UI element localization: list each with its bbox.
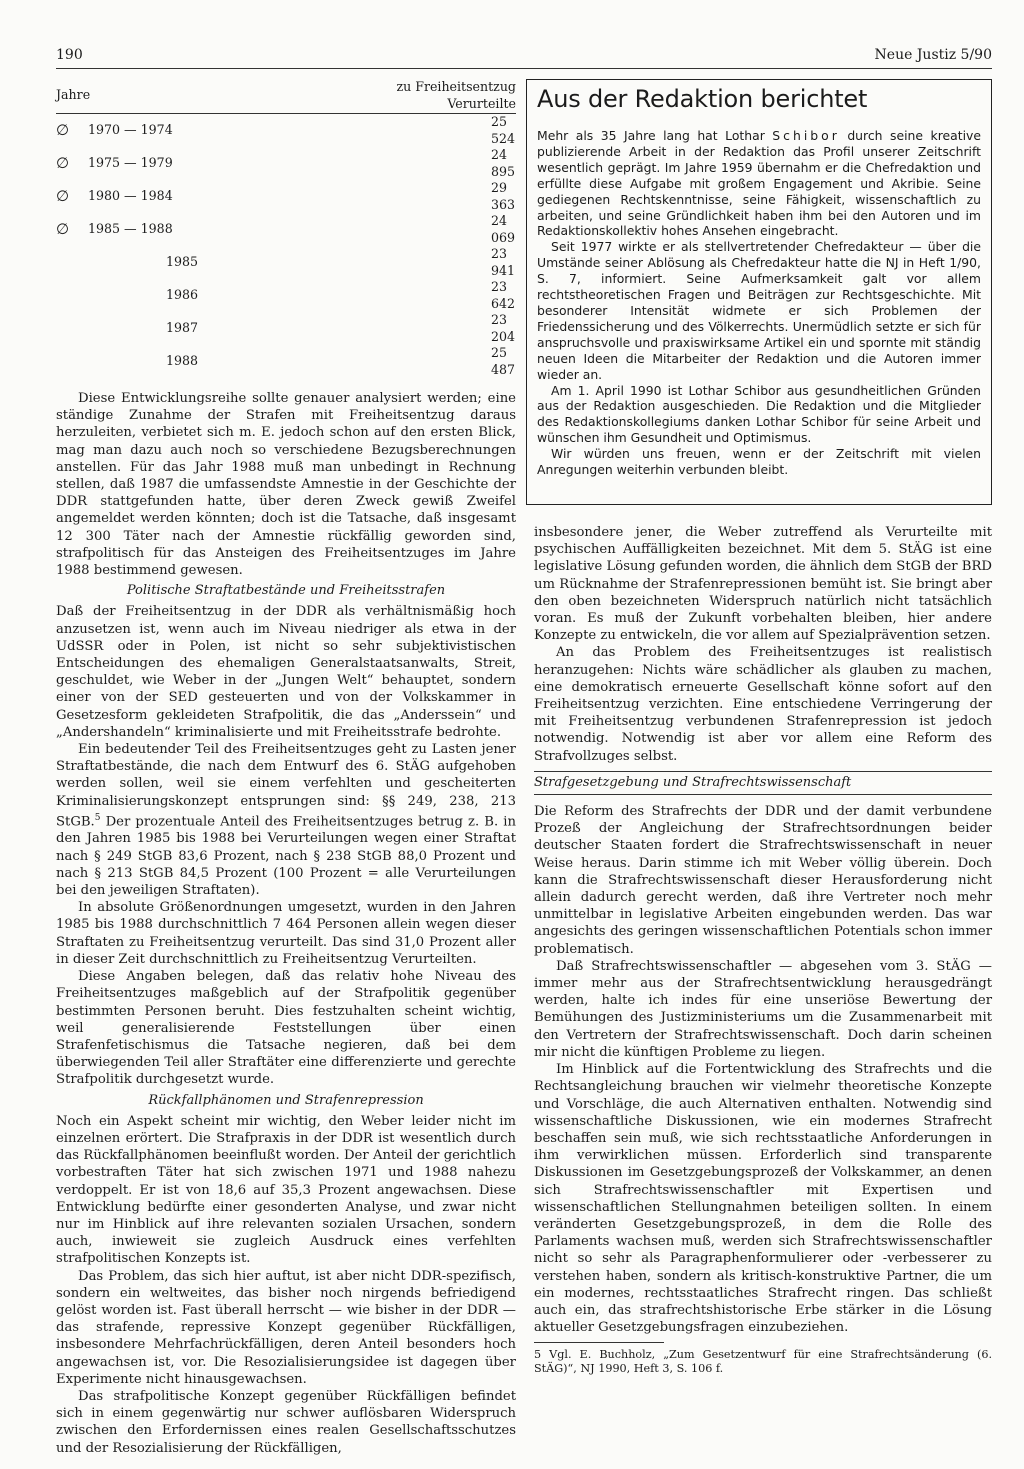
paragraph: Am 1. April 1990 ist Lothar Schibor aus gesundheitlichen Gründen aus der Redaktion ausgeschieden. Die Redaktion und die Mitglieder des Redaktionskollegiums danken Lothar Schibor für seine Arbeit und wünschen ihm Gesundheit und Optimismus. [537, 382, 981, 446]
paragraph-text: Mehr als 35 Jahre lang hat Lothar [537, 128, 773, 143]
table-row [56, 246, 516, 279]
box-body [537, 128, 981, 478]
paragraph: Noch ein Aspekt scheint mir wichtig, den Weber leider nicht im einzelnen erörtert. Die Strafpraxis in der DDR ist wesentlich durch das Rückfallphänomen beeinflußt worden. Der Anteil der gerichtlich vorbestraften Täter hat sich zwischen 1971 und 1988 nahezu verdoppelt. Er ist von 18,6 auf 35,3 Prozent angewachsen. Diese Entwicklung bedürfte einer gesonderten Analyse, und zwar nicht nur im Hinblick auf ihre relevanten sozialen Ursachen, sondern auch, inwieweit sie zugleich Ausdruck eines verfehlten strafpolitischen Konzepts ist. [56, 1113, 516, 1267]
col-header-years: Jahre [56, 79, 346, 114]
header-rule [56, 68, 992, 69]
table-row [56, 114, 516, 148]
running-header [56, 47, 992, 69]
journal-issue: Neue Justiz 5/90 [874, 47, 992, 63]
average-symbol: ∅ [56, 220, 70, 239]
paragraph: Daß Strafrechtswissenschaftler — abgesehen vom 3. StÄG — immer mehr aus der Strafrechtsentwicklung herausgedrängt werden, halte ich indes für eine unseriöse Bewertung der Bemühungen des Justizministeriums um die Zusammenarbeit mit den Vertretern der Strafrechtswissenschaft. Doch darin scheinen mir nicht die künftigen Probleme zu liegen. [534, 958, 992, 1060]
table-header-row [56, 79, 516, 114]
average-symbol [56, 246, 78, 279]
value-cell: 25 487 [491, 345, 516, 377]
spaced-name: Schibor [772, 128, 840, 143]
footnote-rule [534, 1342, 664, 1343]
year-cell: 1970 — 1974 [88, 122, 173, 138]
year-cell: 1980 — 1984 [88, 188, 173, 204]
section-heading: Rückfallphänomen und Strafenrepression [148, 1092, 424, 1108]
paragraph: Das Problem, das sich hier auftut, ist aber nicht DDR-spezifisch, sondern ein weltweites, das bisher noch nirgends befriedigend gelöst worden ist. Fast überall herrscht — wie bisher in der DDR — das strafende, repressive Konzept gegenüber Rückfälligen, insbesondere Mehrfachrückfälligen, deren Anteil besonders hoch angewachsen ist, vor. Die Resozialisierungsidee ist dagegen über Experimente nicht hinausgewachsen. [56, 1268, 516, 1387]
paragraph: Das strafpolitische Konzept gegenüber Rückfälligen befindet sich in einem gegenwärtig nur schwer auflösbaren Widerspruch zwischen den Erfordernissen eines realen Gesellschaftsschutzes und der Resozialisierung der Rückfälligen, [56, 1388, 516, 1456]
paragraph: insbesondere jener, die Weber zutreffend als Verurteilte mit psychischen Auffälligkeiten bezeichnet. Mit dem 5. StÄG ist eine legislative Lösung gefunden worden, die ähnlich dem StGB der BRD um Rücknahme der Strafenrepressionen bemüht ist. Sie bringt aber den oben bezeichneten Widerspruch natürlich nicht tatsächlich voran. Es muß der Zukunft vorbehalten bleiben, hier andere Konzepte zu entwickeln, die vor allem auf Spezialprävention setzen. [534, 525, 992, 644]
average-symbol: ∅ [56, 187, 70, 206]
page-number: 190 [56, 47, 83, 63]
average-symbol: ∅ [56, 154, 70, 173]
year-cell: 1988 [166, 353, 199, 369]
col-header-convicted: zu Freiheitsentzug Verurteilte [346, 79, 516, 114]
value-cell: 23 642 [491, 279, 516, 311]
table-row [56, 180, 516, 213]
table-row [56, 312, 516, 345]
editorial-notice-box [526, 79, 992, 505]
year-cell: 1985 [166, 254, 199, 270]
table-row [56, 345, 516, 378]
paragraph: Im Hinblick auf die Fortentwicklung des Strafrechts und die Rechtsangleichung brauchen wir vielmehr theoretische Konzepte und Vorschläge, die auch Alternativen enthalten. Notwendig sind wissenschaftliche Diskussionen, wie ein modernes Strafrecht beschaffen sein muß, wie sich rechtsstaatliche Anforderungen in ihm verwirklichen müssen. Erforderlich sind transparente Diskussionen im Gesetzgebungsprozeß der Volkskammer, an denen sich Strafrechtswissenschaftler mit Expertisen und wissenschaftlichen Stellungnahmen beteiligen sollten. In einem veränderten Gesetzgebungsprozeß, in dem die Rolle des Parlaments wachsen muß, werden sich Strafrechtswissenschaftler nicht so sehr als Paragraphenformulierer oder -verbesserer zu verstehen haben, sondern als kritisch-konstruktive Partner, die um ein modernes, rechtsstaatliches Strafrecht ringen. Das schließt auch ein, das strafrechtshistorische Erbe stärker in die Lösung aktueller Gesetzgebungsfragen einzubeziehen. [534, 1062, 992, 1336]
paragraph [56, 741, 516, 899]
paragraph: Diese Entwicklungsreihe sollte genauer analysiert werden; eine ständige Zunahme der Strafen mit Freiheitsentzug daraus herzuleiten, verbietet sich m. E. jedoch schon auf den ersten Blick, mag man dazu auch noch so verschiedene Bezugsberechnungen anstellen. Für das Jahr 1988 muß man unbedingt in Rechnung stellen, daß 1987 die umfassendste Amnestie in der Geschichte der DDR stattgefunden hatte, über deren Zweck gewiß Zweifel angemeldet werden könnten; doch ist die Tatsache, daß insgesamt 12 300 Täter nach der Amnestie rückfällig geworden sind, strafpolitisch für das Ansteigen des Freiheitsentzuges im Jahre 1988 bestimmend gewesen. [56, 391, 516, 579]
value-cell: 24 069 [491, 213, 516, 245]
table-row [56, 279, 516, 312]
paragraph-text: durch seine kreative publizierende Arbeit in der Redaktion das Profil unserer Zeitschrift wesentlich geprägt. Im Jahre 1959 übernahm er die Chefredaktion und erfüllte diese Aufgabe mit großem Engagement und Akribie. Seine gediegenen Rechtskenntnisse, seine Fähigkeit, wissenschaftlich zu arbeiten, und seine Gründlichkeit haben ihm bei den Autoren und im Redaktionskollektiv hohes Ansehen eingebracht. [537, 128, 981, 239]
section-heading: Strafgesetzgebung und Strafrechtswissenschaft [534, 771, 992, 795]
paragraph: Seit 1977 wirkte er als stellvertretender Chefredakteur — über die Umstände seiner Ablösung als Chefredakteur hatte die NJ in Heft 1/90, S. 7, informiert. Seine Aufmerksamkeit galt vor allem rechtstheoretischen Fragen und Beiträgen zur Rechtsgeschichte. Mit besonderer Intensität widmete er sich Problemen der Friedenssicherung und des Völkerrechts. Unermüdlich setzte er sich für anspruchsvolle und praxiswirksame Artikel ein und spornte mit ständig neuen Ideen die Mitarbeiter der Redaktion und die Autoren immer wieder an. [537, 239, 981, 382]
paragraph: Wir würden uns freuen, wenn er der Zeitschrift mit vielen Anregungen weiterhin verbunden bleibt. [537, 446, 981, 478]
paragraph-text: Der prozentuale Anteil des Freiheitsentzuges betrug z. B. in den Jahren 1985 bis 1988 bei Verurteilungen wegen einer Straftat nach § 249 StGB 83,6 Prozent, nach § 238 StGB 88,0 Prozent und nach § 213 StGB 84,5 Prozent (100 Prozent = alle Verurteilungen bei den jeweiligen Straftaten). [56, 814, 516, 899]
paragraph-text: Ein bedeutender Teil des Freiheitsentzuges geht zu Lasten jener Straftatbestände, die nach dem Entwurf des 6. StÄG aufgehoben werden sollen, weil sie einem verfehlten und gescheiterten Kriminalisierungskonzept entsprungen sind: §§ 249, 238, 213 StGB. [56, 742, 516, 830]
average-symbol [56, 312, 78, 345]
footnote: 5 Vgl. E. Buchholz, „Zum Gesetzentwurf für eine Strafrechtsänderung (6. StÄG)“, NJ 1990, Heft 3, S. 106 f. [534, 1348, 992, 1376]
year-cell: 1975 — 1979 [88, 155, 173, 171]
box-title: Aus der Redaktion berichtet [537, 85, 868, 113]
table-row [56, 147, 516, 180]
paragraph: Diese Angaben belegen, daß das relativ hohe Niveau des Freiheitsentzuges maßgeblich auf der Strafpolitik gegenüber bestimmten Personen beruht. Dies festzuhalten scheint wichtig, weil generalisierende Feststellungen über einen Strafenfetischismus die Tatsache negieren, daß bei dem überwiegenden Teil aller Straftäter eine differenzierte und gerechte Strafpolitik durchgesetzt wurde. [56, 969, 516, 1088]
value-cell: 23 204 [491, 312, 516, 344]
paragraph: An das Problem des Freiheitsentzuges ist realistisch heranzugehen: Nichts wäre schädlicher als glauben zu machen, eine demokratisch erneuerte Gesellschaft könne sofort auf den Freiheitsentzug verzichten. Eine entschiedene Verringerung der mit Freiheitsentzug verbundenen Strafenrepression ist jedoch notwendig. Notwendig ist aber vor allem eine Reform des Strafvollzuges selbst. [534, 645, 992, 764]
value-cell: 25 524 [491, 114, 516, 146]
statistics-table [56, 79, 516, 378]
paragraph [537, 128, 981, 239]
average-symbol [56, 345, 78, 378]
value-cell: 29 363 [491, 180, 516, 212]
year-cell: 1985 — 1988 [88, 221, 173, 237]
section-heading: Politische Straftatbestände und Freiheitsstrafen [126, 583, 446, 599]
table-body [56, 114, 516, 379]
paragraph: Daß der Freiheitsentzug in der DDR als verhältnismäßig hoch anzusetzen ist, wenn auch im Niveau niedriger als etwa in der UdSSR oder in Polen, ist nicht so sehr subjektivistischen Entscheidungen des ehemaligen Generalstaatsanwalts, Streit, geschuldet, wie Weber in der „Jungen Welt“ behauptet, sondern einer von der SED gesteuerten und von der Volkskammer in Gesetzesform gekleideten Strafpolitik, die das „Anderssein“ und „Andershandeln“ kriminalisierte und mit Freiheitsstrafe bedrohte. [56, 604, 516, 740]
year-cell: 1986 [166, 287, 199, 303]
year-cell: 1987 [166, 320, 199, 336]
table-row [56, 213, 516, 246]
average-symbol [56, 279, 78, 312]
right-column [534, 524, 992, 1376]
paragraph: In absolute Größenordnungen umgesetzt, wurden in den Jahren 1985 bis 1988 durchschnittlich 7 464 Personen allein wegen dieser Straftaten zu Freiheitsentzug verurteilt. Das sind 31,0 Prozent aller in dieser Zeit durchschnittlich zu Freiheitsentzug Verurteilten. [56, 900, 516, 967]
left-column [56, 79, 516, 1457]
value-cell: 23 941 [491, 246, 516, 278]
average-symbol: ∅ [56, 121, 70, 140]
value-cell: 24 895 [491, 147, 516, 179]
footnote-ref[interactable]: 5 [94, 812, 101, 823]
paragraph: Die Reform des Strafrechts der DDR und der damit verbundene Prozeß der Angleichung der Strafrechtsordnungen beider deutscher Staaten fordert die Strafrechtswissenschaft in neuer Weise heraus. Darin stimme ich mit Weber völlig überein. Doch kann die Strafrechtswissenschaft dieser Herausforderung nicht allein dadurch gerecht werden, daß ihre Vertreter noch mehr unmittelbar in legislative Arbeiten eingebunden werden. Das war angesichts des geringen wissenschaftlichen Potentials schon immer problematisch. [534, 804, 992, 957]
